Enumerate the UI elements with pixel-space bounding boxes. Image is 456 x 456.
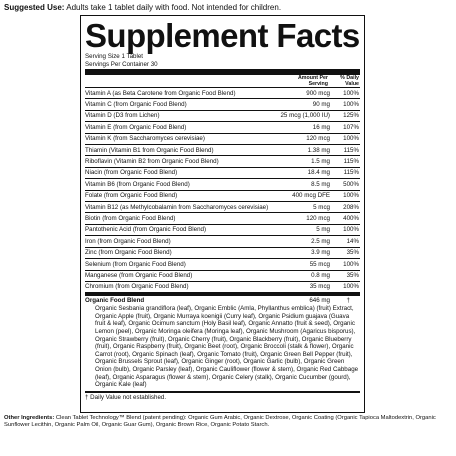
nutrient-row — [85, 179, 360, 190]
nutrient-amount: 5 mg — [316, 226, 330, 234]
other-ingredients-text: Clean Tablet Technology™ Blend (patent pending): Organic Gum Arabic, Organic Dextrose, Organic Coating (Organic Tapioca Maltodextrin, Organic Sunflower Lecithin, Organic Palm Oil, Organic Guar Gum), Organic Brown Rice, Organic Potato Starch. — [4, 415, 436, 429]
dv-header-line2: Value — [345, 80, 359, 87]
nutrient-row — [85, 156, 360, 167]
nutrient-daily-value: 115% — [343, 157, 359, 165]
nutrient-row — [85, 191, 360, 202]
nutrient-daily-value: 500% — [343, 180, 359, 188]
nutrient-name: Vitamin B12 (as Methylcobalamin from Saccharomyces cerevisiae) — [85, 203, 269, 211]
suggested-use-label: Suggested Use: — [4, 3, 65, 12]
nutrient-row — [85, 111, 360, 122]
nutrient-name: Zinc (from Organic Food Blend) — [85, 249, 172, 257]
nutrient-amount: 120 mcg — [306, 214, 330, 222]
blend-amount: 646 mg — [309, 296, 330, 304]
nutrient-row — [85, 259, 360, 270]
nutrient-daily-value: 115% — [343, 146, 359, 154]
nutrient-row — [85, 236, 360, 247]
nutrient-name: Chromium (from Organic Food Blend) — [85, 283, 189, 291]
other-ingredients — [4, 415, 452, 430]
nutrient-daily-value: 115% — [343, 169, 359, 177]
nutrient-name: Vitamin K (from Saccharomyces cerevisiae) — [85, 135, 205, 143]
nutrient-name: Pantothenic Acid (from Organic Food Blend) — [85, 226, 207, 234]
nutrient-name: Selenium (from Organic Food Blend) — [85, 260, 186, 268]
nutrient-name: Vitamin A (as Beta Carotene from Organic Food Blend) — [85, 89, 236, 97]
nutrient-name: Niacin (from Organic Food Blend) — [85, 169, 178, 177]
nutrient-amount: 18.4 mg — [307, 169, 330, 177]
suggested-use-text: Adults take 1 tablet daily with food. Not intended for children. — [66, 3, 282, 12]
nutrient-row — [85, 248, 360, 259]
nutrient-daily-value: 100% — [343, 283, 359, 291]
nutrient-row — [85, 225, 360, 236]
nutrient-amount: 400 mcg DFE — [292, 192, 330, 200]
servings-per-container: Servings Per Container 30 — [85, 60, 158, 68]
nutrient-name: Iron (from Organic Food Blend) — [85, 237, 171, 245]
nutrient-row — [85, 134, 360, 145]
nutrient-daily-value: 100% — [343, 100, 359, 108]
nutrient-daily-value: 208% — [343, 203, 359, 211]
other-ingredients-label: Other Ingredients: — [4, 415, 55, 421]
nutrient-amount: 1.38 mg — [307, 146, 330, 154]
nutrient-daily-value: 14% — [346, 237, 359, 245]
daily-value-footnote: † Daily Value not established. — [85, 393, 167, 401]
blend-dv: † — [346, 296, 350, 304]
nutrient-name: Riboflavin (Vitamin B2 from Organic Food Blend) — [85, 157, 219, 165]
nutrient-amount: 2.5 mg — [311, 237, 330, 245]
amount-header-line2: Serving — [308, 80, 328, 87]
blend-name: Organic Food Blend — [85, 296, 145, 304]
nutrient-name: Biotin (from Organic Food Blend) — [85, 214, 176, 222]
nutrient-daily-value: 107% — [343, 123, 359, 131]
nutrient-name: Vitamin D (D3 from Lichen) — [85, 112, 160, 120]
nutrient-name: Vitamin E (from Organic Food Blend) — [85, 123, 187, 131]
nutrient-daily-value: 35% — [346, 272, 359, 279]
nutrient-amount: 55 mcg — [309, 260, 330, 268]
blend-row — [85, 296, 360, 305]
nutrient-daily-value: 100% — [343, 135, 359, 143]
column-header — [85, 75, 360, 88]
nutrient-amount: 25 mcg (1,000 IU) — [280, 112, 330, 120]
nutrient-daily-value: 100% — [343, 226, 359, 234]
dv-header-line1: % Daily — [340, 75, 359, 81]
panel-title: Supplement Facts — [85, 17, 360, 54]
supplement-facts-panel — [80, 15, 365, 413]
nutrient-name: Thiamin (Vitamin B1 from Organic Food Blend) — [85, 146, 214, 154]
nutrient-amount: 0.8 mg — [311, 272, 330, 279]
nutrient-name: Vitamin B6 (from Organic Food Blend) — [85, 180, 190, 188]
nutrient-row — [85, 122, 360, 133]
blend-ingredients: Organic Sesbania grandiflora (leaf), Organic Emblic (Amla, Phyllanthus emblica) (fruit) Extract, Organic Apple (fruit), Organic Murraya koenigii (Curry leaf), Organic Psidium guajava (Guava fruit & leaf), Organic Ocimum sanctum (Holy Basil leaf), Organic Annatto (fruit & seed), Organic Lemon (peel), Organic Moringa oleifera (Moringa leaf), Organic Mushroom (Agaricus bisporus), Organic Strawberry (fruit), Organic Cherry (fruit), Organic Blackberry (fruit), Organic Blueberry (fruit), Organic Raspberry (fruit), Organic Beet (root), Organic Broccoli (stalk & flower), Organic Carrot (root), Organic Spinach (leaf), Organic Tomato (fruit), Organic Green Bell Pepper (fruit), Organic Brussels Sprout (leaf), Organic Ginger (root), Organic Garlic (bulb), Organic Green Onion (bulb), Organic Parsley (leaf), Organic Cauliflower (flower & stem), Organic Red Cabbage (leaf), Organic Asparagus (flower & stem), Organic Celery (stalk), Organic Cucumber (gourd), Organic Kale (leaf) — [85, 305, 360, 393]
nutrient-daily-value: 100% — [343, 260, 359, 268]
nutrient-amount: 900 mcg — [306, 89, 330, 97]
nutrient-amount: 120 mcg — [306, 135, 330, 143]
nutrient-daily-value: 100% — [343, 89, 359, 97]
nutrient-amount: 90 mg — [312, 100, 330, 108]
amount-header-line1: Amount Per — [297, 75, 328, 81]
nutrient-amount: 3.9 mg — [311, 249, 330, 257]
nutrient-row — [85, 168, 360, 179]
nutrient-amount: 1.5 mg — [311, 157, 330, 165]
suggested-use — [4, 3, 454, 13]
nutrient-daily-value: 100% — [343, 192, 359, 200]
nutrient-row — [85, 88, 360, 99]
nutrient-daily-value: 125% — [343, 112, 359, 120]
nutrient-name: Vitamin C (from Organic Food Blend) — [85, 100, 187, 108]
amount-header — [298, 76, 328, 87]
nutrient-table — [85, 88, 360, 293]
nutrient-amount: 16 mg — [312, 123, 330, 131]
nutrient-amount: 8.5 mg — [311, 180, 330, 188]
nutrient-row — [85, 202, 360, 213]
nutrient-amount: 35 mcg — [309, 283, 330, 291]
nutrient-daily-value: 35% — [346, 249, 359, 257]
daily-value-header — [340, 76, 359, 87]
nutrient-row — [85, 145, 360, 156]
nutrient-row — [85, 271, 360, 282]
nutrient-name: Manganese (from Organic Food Blend) — [85, 272, 193, 279]
nutrient-name: Folate (from Organic Food Blend) — [85, 192, 178, 200]
nutrient-row — [85, 213, 360, 224]
nutrient-daily-value: 400% — [343, 214, 359, 222]
nutrient-row — [85, 99, 360, 110]
serving-size: Serving Size 1 Tablet — [85, 53, 144, 60]
nutrient-row — [85, 282, 360, 293]
nutrient-amount: 5 mcg — [313, 203, 330, 211]
